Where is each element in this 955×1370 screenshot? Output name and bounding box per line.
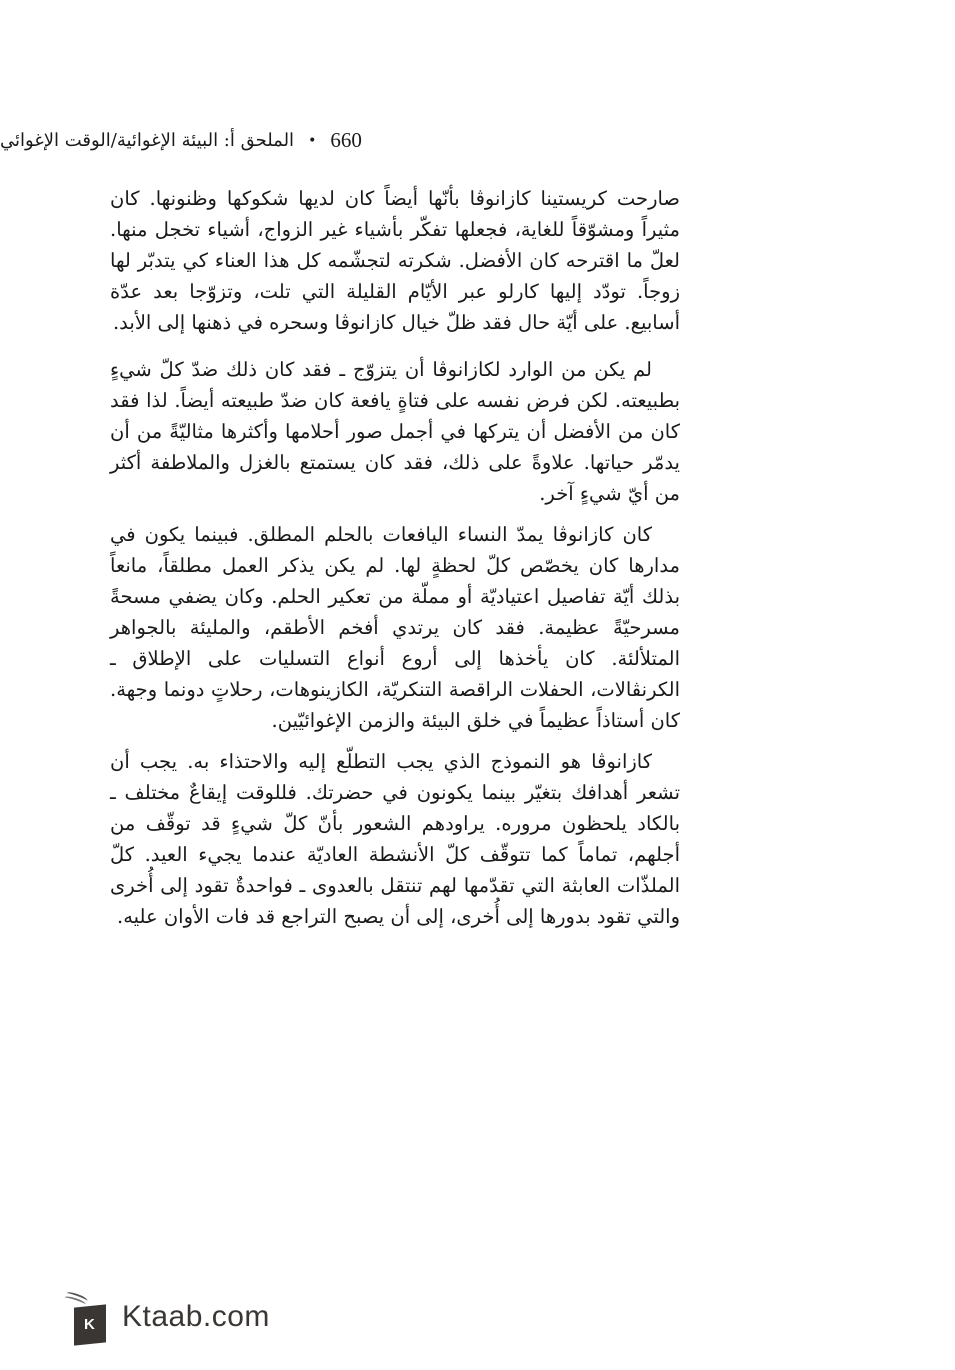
paragraph-4: كازانوڤا هو النموذج الذي يجب التطلّع إليه والاحتذاء به. يجب أن تشعر أهدافك بتغيّر بينما يكونون في حضرتك. فللوقت إيقاعٌ مختلف ـ بالكاد يلحظون مروره. يراودهم الشعور بأنّ كلّ شيءٍ قد توقّف من أجلهم، تماماً كما تتوقّف كلّ الأنشطة العاديّة عندما يجيء العيد. كلّ الملذّات العابثة التي تقدّمها لهم تنتقل بالعدوى ـ فواحدةٌ تقود إلى أُخرى والتي تقود بدورها إلى أُخرى، إلى أن يصبح التراجع قد فات الأوان عليه. <box>110 750 680 928</box>
paragraph-1: صارحت كريستينا كازانوڤا بأنّها أيضاً كان لديها شكوكها وظنونها. كان مثيراً ومشوّقاً للغاية، فجعلها تفكّر بأشياء غير الزواج، أشياء تخجل منها. لعلّ ما اقترحه كان الأفضل. شكرته لتجشّمه كل هذا العناء كي يتدبّر لها زوجاً. تودّد إليها كارلو عبر الأيّام القليلة التي تلت، وتزوّجا بعد عدّة أسابيع. على أيّة حال فقد ظلّ خيال كازانوڤا وسحره في ذهنها إلى الأبد. <box>110 187 680 334</box>
logo-letter: K <box>84 1316 95 1333</box>
paragraph-3: كان كازانوڤا يمدّ النساء اليافعات بالحلم المطلق. فبينما يكون في مدارها كان يخصّص كلّ لحظةٍ لها. لم يكن يذكر العمل مطلقاً، مانعاً بذلك أيّة تفاصيل اعتياديّة أو مملّة من تعكير الحلم. وكان يضفي مسحةً مسرحيّةً عظيمة. فقد كان يرتدي أفخم الأطقم، والمليئة بالجواهر المتلألئة. كان يأخذها إلى أروع أنواع التسليات على الإطلاق ـ الكرنڤالات، الحفلات الراقصة التنكريّة، الكازينوهات، رحلاتٍ دونما وجهة. كان أستاذاً عظيماً في خلق البيئة والزمن الإغوائيّين. <box>110 523 680 732</box>
page-number: 660 <box>330 128 362 152</box>
header-bullet: • <box>308 132 317 149</box>
paragraph-2: لم يكن من الوارد لكازانوڤا أن يتزوّج ـ فقد كان ذلك ضدّ كلّ شيءٍ بطبيعته. لكن فرض نفسه على فتاةٍ يافعة كان ضدّ طبيعته أيضاً. لذا فقد كان من الأفضل أن يتركها في أجمل صور أحلامها وأكثرها مثاليّةً من أن يدمّر حياتها. علاوةً على ذلك، فقد كان يستمتع بالغزل والملاطفة أكثر من أيّ شيءٍ آخر. <box>110 358 680 505</box>
running-header <box>0 128 850 153</box>
logo-text: Ktaab.com <box>122 1300 270 1333</box>
running-title: الملحق أ: البيئة الإغوائية/الوقت الإغوائي <box>0 130 295 151</box>
ktaab-logo <box>60 1288 270 1346</box>
book-icon <box>60 1288 110 1346</box>
page-body <box>110 183 680 948</box>
